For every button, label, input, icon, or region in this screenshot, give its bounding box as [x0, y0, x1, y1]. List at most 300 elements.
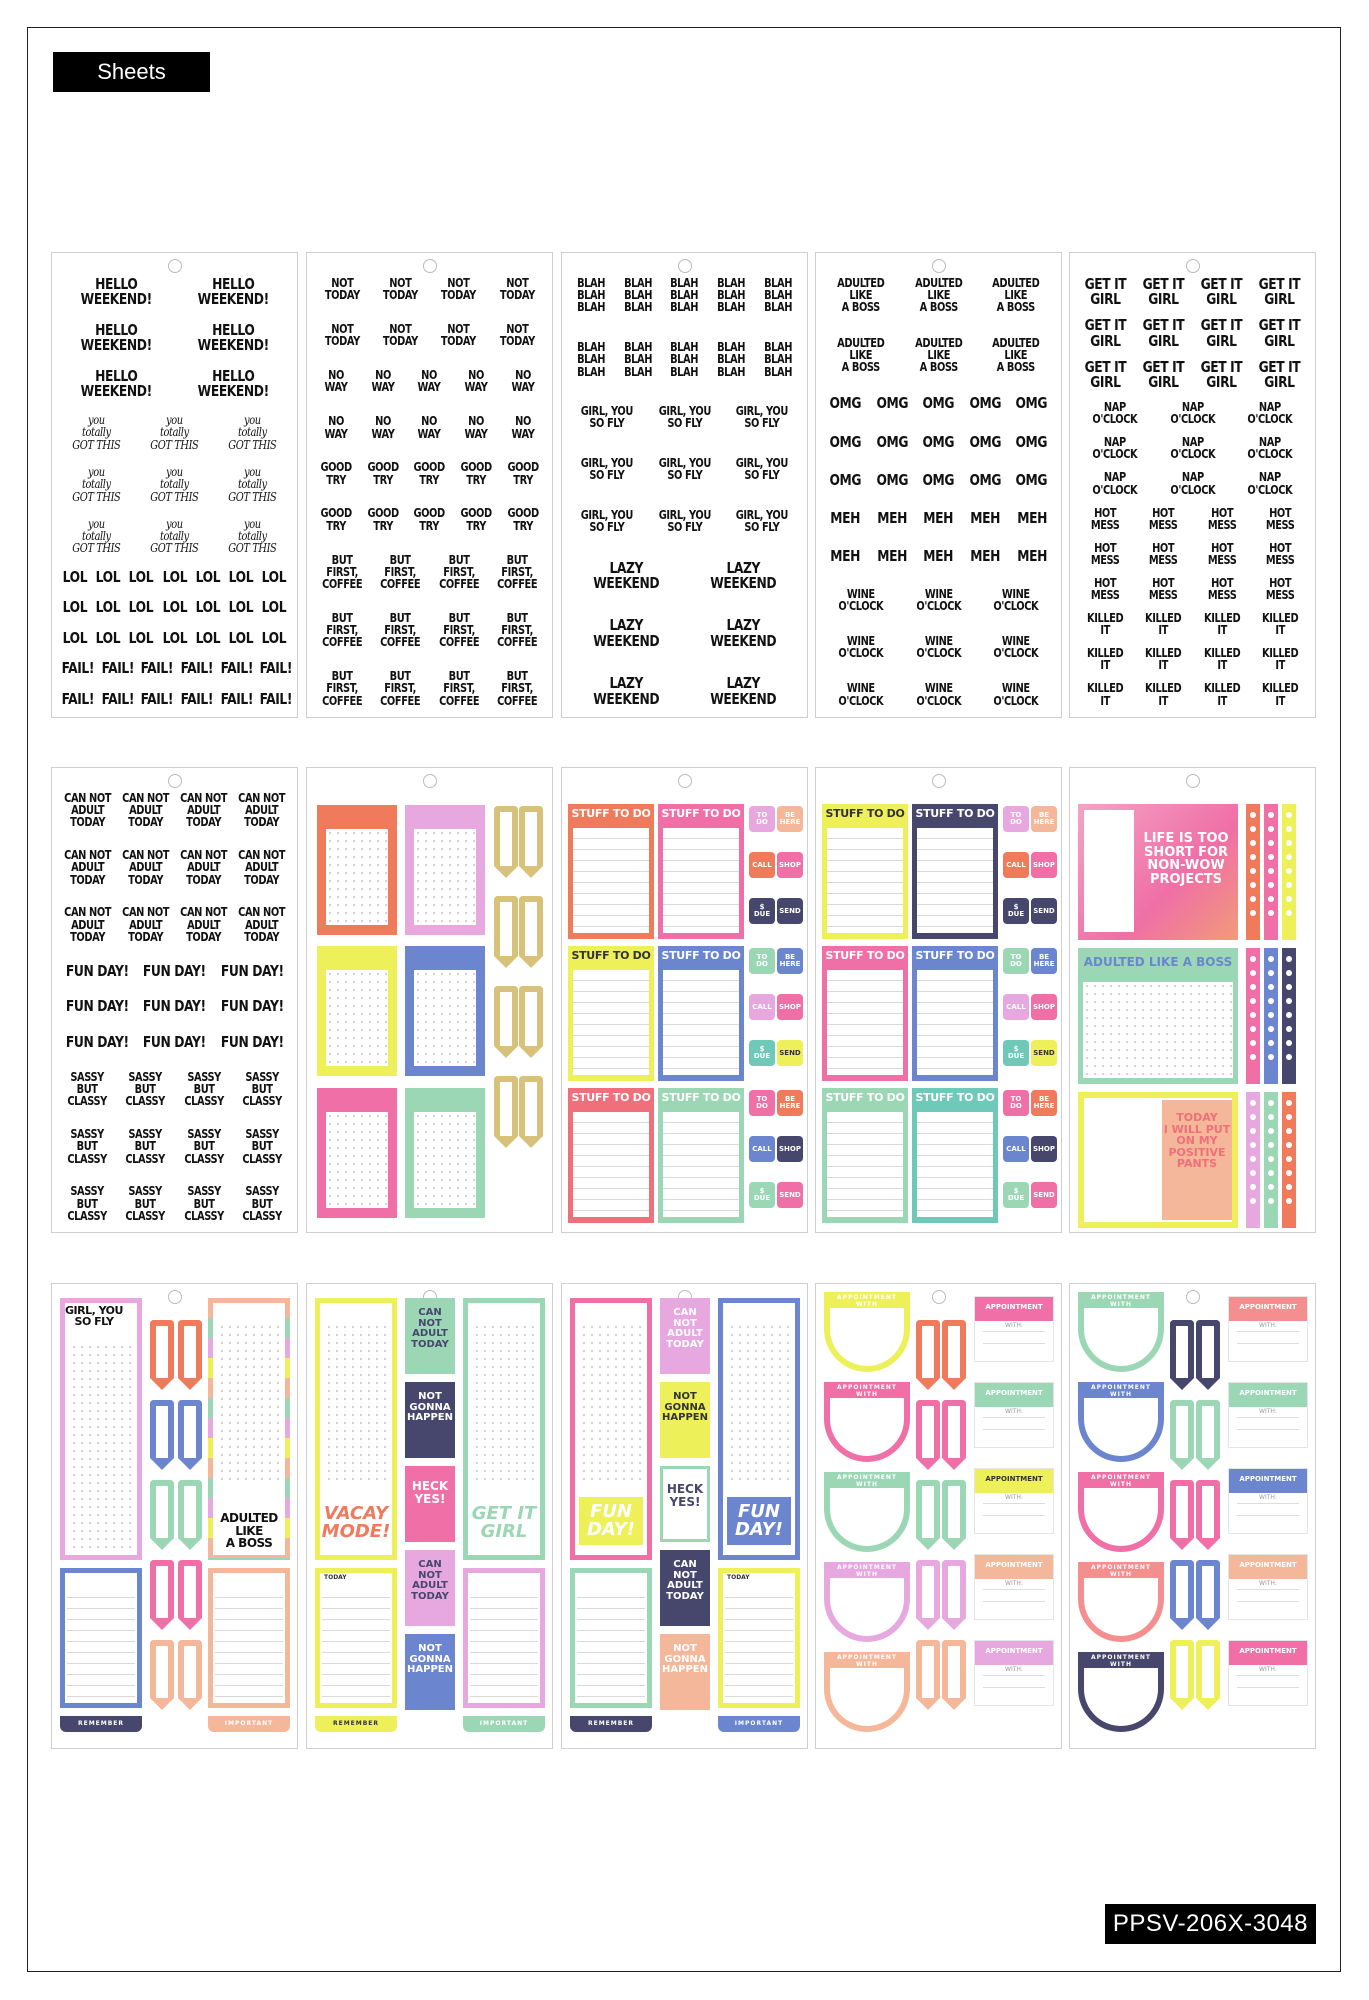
dot-strip [1246, 1092, 1260, 1228]
word-sticker: KILLED IT [1261, 646, 1299, 673]
sticker-row [58, 600, 291, 615]
word-sticker: BLAH BLAH BLAH [670, 276, 699, 315]
word-sticker: FUN DAY! [143, 961, 206, 980]
call-icon: CALL [1003, 994, 1029, 1020]
word-sticker: NAP O'CLOCK [1247, 435, 1293, 462]
word-sticker: ADULTED LIKE A BOSS [992, 335, 1040, 375]
word-sticker: GIRL, YOU SO FLY [658, 404, 711, 431]
note-box-lilac [405, 805, 485, 935]
word-sticker: FAIL! [101, 659, 134, 678]
clip-icon [1170, 1640, 1194, 1698]
appointment-sticker: APPOINTMENT WITH [1078, 1652, 1164, 1732]
word-sticker: FAIL! [180, 659, 213, 678]
stuff-to-do-list: STUFF TO DO [912, 946, 998, 1081]
word-sticker: you totally GOT THIS [150, 413, 199, 452]
word-sticker: NAP O'CLOCK [1092, 399, 1138, 427]
appointment-card: APPOINTMENT WITH: [974, 1554, 1054, 1620]
sticker-row [1076, 401, 1309, 425]
note-box-coral [317, 805, 397, 935]
word-sticker: SASSY BUT CLASSY [183, 1127, 224, 1166]
word-sticker: GET IT GIRL [1142, 316, 1185, 350]
word-sticker: OMG [1015, 432, 1048, 451]
word-sticker: FAIL! [140, 689, 174, 708]
word-sticker: GIRL, YOU SO FLY [658, 507, 711, 534]
sticker-row [58, 414, 291, 451]
to-do-icon: TO DO [1003, 1090, 1029, 1116]
word-sticker: GIRL, YOU SO FLY [580, 455, 633, 483]
word-sticker: HELLO WEEKEND! [80, 320, 152, 355]
word-sticker: CAN NOT ADULT TODAY [180, 905, 228, 944]
word-sticker: SASSY BUT CLASSY [242, 1184, 282, 1223]
shop-icon: SHOP [1031, 994, 1057, 1020]
clip-icon [150, 1480, 174, 1538]
sticker-row [313, 670, 546, 707]
word-sticker: LOL [128, 598, 154, 617]
stuff-to-do-list: STUFF TO DO [822, 946, 908, 1081]
word-sticker: LOL [262, 628, 287, 647]
word-sticker: GET IT GIRL [1200, 316, 1243, 350]
word-sticker: OMG [829, 470, 862, 489]
word-sticker: WINE O'CLOCK [993, 586, 1039, 613]
word-sticker: GOOD TRY [507, 460, 539, 487]
sticker-row [58, 849, 291, 886]
word-sticker: BUT FIRST, COFFEE [438, 552, 479, 592]
word-sticker: NOT TODAY [499, 322, 535, 349]
word-sticker: LOL [128, 567, 154, 586]
word-sticker: you totally GOT THIS [228, 465, 277, 504]
word-sticker: KILLED IT [1086, 646, 1124, 673]
word-sticker: GOOD TRY [320, 460, 352, 487]
word-sticker: LOL [95, 598, 121, 617]
appointment-sticker: APPOINTMENT WITH [824, 1382, 910, 1462]
word-sticker: GET IT GIRL [1200, 275, 1243, 309]
word-sticker: OMG [1015, 470, 1048, 489]
sticker-row [1076, 682, 1309, 706]
word-sticker: CAN NOT ADULT TODAY [63, 791, 111, 830]
word-sticker: NO WAY [511, 368, 535, 395]
sticker-row [58, 628, 291, 647]
word-sticker: FUN DAY! [65, 961, 129, 980]
sticker-row [1076, 542, 1309, 566]
word-sticker: KILLED IT [1203, 611, 1240, 638]
word-sticker: ADULTED LIKE A BOSS [837, 335, 885, 375]
clip-icon [178, 1400, 202, 1458]
dot-strip [1246, 804, 1260, 940]
sticker-row [1076, 612, 1309, 636]
word-sticker: WINE O'CLOCK [916, 681, 961, 708]
word-sticker: NOT TODAY [499, 276, 535, 303]
shop-icon: SHOP [777, 1136, 803, 1162]
word-sticker: CAN NOT ADULT TODAY [121, 905, 169, 944]
remember-label: REMEMBER [315, 1716, 397, 1732]
word-sticker: NO WAY [371, 414, 395, 441]
hang-hole [932, 1290, 946, 1304]
word-sticker: CAN NOT ADULT TODAY [180, 791, 228, 830]
word-sticker: NAP O'CLOCK [1247, 470, 1293, 497]
to-do-icon: TO DO [749, 806, 775, 832]
word-sticker: LOL [228, 598, 254, 617]
word-sticker: OMG [922, 432, 955, 451]
stuff-to-do-sheet-1 [561, 767, 808, 1233]
sticker-row [313, 415, 546, 439]
word-sticker: GOOD TRY [320, 506, 352, 533]
word-sticker: OMG [969, 394, 1001, 413]
word-sticker: BLAH BLAH BLAH [763, 276, 792, 315]
today-box: TODAY [208, 1568, 290, 1708]
gold-clip-icon [494, 1076, 518, 1136]
hang-hole [168, 774, 182, 788]
flag-sticker: HECK YES! [660, 1466, 710, 1542]
sticker-row [58, 518, 291, 555]
clip-icon [942, 1320, 966, 1378]
send-icon: SEND [777, 1040, 803, 1066]
word-sticker: MEH [830, 547, 861, 566]
word-sticker: GIRL, YOU SO FLY [736, 404, 789, 431]
word-sticker: WINE O'CLOCK [993, 681, 1039, 708]
word-sticker: GET IT GIRL [1084, 316, 1126, 350]
send-icon: SEND [1031, 898, 1057, 924]
flag-sticker: CAN NOT ADULT TODAY [405, 1550, 455, 1626]
call-icon: CALL [749, 852, 775, 878]
word-sticker: ADULTED LIKE A BOSS [914, 335, 963, 375]
word-sticker: NAP O'CLOCK [1092, 470, 1138, 497]
word-sticker: BUT FIRST, COFFEE [380, 669, 421, 708]
clip-icon [942, 1560, 966, 1618]
sticker-row [58, 1185, 291, 1222]
word-sticker: GOOD TRY [460, 460, 492, 487]
word-sticker: CAN NOT ADULT TODAY [180, 848, 228, 887]
word-sticker: WINE O'CLOCK [916, 586, 961, 613]
word-sticker: FAIL! [140, 659, 174, 678]
send-icon: SEND [1031, 1182, 1057, 1208]
due-icon: $ DUE [749, 898, 775, 924]
be-here-icon: BE HERE [1031, 806, 1057, 832]
sticker-row [313, 277, 546, 301]
word-sticker: you totally GOT THIS [72, 413, 121, 452]
stuff-to-do-list: STUFF TO DO [912, 804, 998, 939]
word-sticker: you totally GOT THIS [228, 516, 277, 556]
word-sticker: GET IT GIRL [1259, 275, 1301, 309]
word-sticker: SASSY BUT CLASSY [67, 1127, 107, 1166]
word-sticker: LAZY WEEKEND [709, 616, 776, 650]
word-sticker: SASSY BUT CLASSY [125, 1127, 166, 1166]
quote-sheet [1069, 767, 1316, 1233]
sticker-row [58, 661, 291, 676]
appointment-sticker: APPOINTMENT WITH [1078, 1472, 1164, 1552]
gold-clip-icon [519, 896, 543, 956]
word-sticker: WINE O'CLOCK [916, 633, 961, 661]
word-sticker: FUN DAY! [143, 997, 206, 1016]
word-sticker: MEH [970, 509, 1000, 528]
word-sticker: you totally GOT THIS [72, 465, 121, 504]
sticker-row [58, 689, 293, 708]
sticker-row [1076, 357, 1309, 391]
dot-strip [1246, 948, 1260, 1084]
word-sticker: BLAH BLAH BLAH [763, 340, 792, 379]
word-sticker: GET IT GIRL [1142, 357, 1185, 391]
word-sticker: CAN NOT ADULT TODAY [238, 848, 286, 887]
due-icon: $ DUE [1003, 1182, 1029, 1208]
word-sticker: HOT MESS [1149, 505, 1178, 532]
sticker-row [568, 277, 801, 314]
clip-icon [1196, 1320, 1220, 1378]
dot-strip [1264, 948, 1278, 1084]
word-sticker: SASSY BUT CLASSY [67, 1184, 107, 1223]
word-sticker: LOL [262, 567, 287, 586]
clip-icon [942, 1480, 966, 1538]
word-sticker: HOT MESS [1265, 540, 1295, 567]
appointment-sticker: APPOINTMENT WITH [824, 1562, 910, 1642]
word-sticker: WINE O'CLOCK [838, 586, 884, 613]
hang-hole [168, 1290, 182, 1304]
due-icon: $ DUE [749, 1040, 775, 1066]
word-sticker: NOT TODAY [382, 322, 418, 349]
word-sticker: LOL [162, 598, 187, 617]
word-sticker: KILLED IT [1261, 681, 1299, 708]
clip-icon [1196, 1400, 1220, 1458]
word-sticker: BUT FIRST, COFFEE [496, 669, 537, 708]
word-sticker: GIRL, YOU SO FLY [580, 404, 633, 431]
sticker-row [58, 1128, 291, 1165]
dot-strip [1264, 1092, 1278, 1228]
sku-label: PPSV-206X-3048 [1105, 1904, 1316, 1944]
clip-icon [1196, 1480, 1220, 1538]
note-box-mint [405, 1088, 485, 1218]
word-sticker: MEH [877, 547, 907, 566]
clip-icon [916, 1640, 940, 1698]
word-sticker: SASSY BUT CLASSY [67, 1069, 107, 1109]
remember-label: REMEMBER [570, 1716, 652, 1732]
clip-icon [1196, 1560, 1220, 1618]
word-sticker: GOOD TRY [413, 506, 446, 533]
clip-icon [150, 1400, 174, 1458]
today-box: TODAY [463, 1568, 545, 1708]
word-sticker: SASSY BUT CLASSY [242, 1127, 282, 1166]
stuff-to-do-list: STUFF TO DO [658, 946, 744, 1081]
be-here-icon: BE HERE [1031, 1090, 1057, 1116]
word-sticker: FUN DAY! [220, 1033, 284, 1052]
sticker-row [313, 612, 546, 649]
hang-hole [678, 774, 692, 788]
word-sticker: OMG [969, 432, 1001, 451]
word-sticker: FAIL! [61, 659, 95, 678]
word-sticker: NOT TODAY [382, 276, 418, 303]
word-sticker: FUN DAY! [65, 997, 129, 1016]
due-icon: $ DUE [1003, 898, 1029, 924]
word-sticker: OMG [829, 394, 862, 413]
word-sticker: LOL [262, 598, 287, 617]
word-sticker: NOT TODAY [324, 322, 360, 349]
call-icon: CALL [749, 994, 775, 1020]
stuff-to-do-sheet-2 [815, 767, 1062, 1233]
word-sticker: LOL [95, 567, 121, 586]
daily-sheet-3 [561, 1283, 808, 1749]
today-box: TODAY [60, 1568, 142, 1708]
word-sticker: GIRL, YOU SO FLY [736, 455, 789, 483]
tall-note-box: GIRL, YOU SO FLY [60, 1298, 142, 1560]
hang-hole [678, 259, 692, 273]
flag-sticker: CAN NOT ADULT TODAY [660, 1298, 710, 1374]
to-do-icon: TO DO [1003, 806, 1029, 832]
be-here-icon: BE HERE [777, 948, 803, 974]
word-sticker: KILLED IT [1145, 611, 1182, 638]
clip-icon [916, 1400, 940, 1458]
word-sticker: BLAH BLAH BLAH [717, 340, 746, 379]
word-sticker: WINE O'CLOCK [838, 681, 884, 708]
word-sticker: SASSY BUT CLASSY [242, 1069, 282, 1109]
appointment-card: APPOINTMENT WITH: [974, 1640, 1054, 1706]
word-sticker: MEH [877, 509, 907, 528]
word-sticker: GOOD TRY [413, 460, 446, 487]
flag-sticker: NOT GONNA HAPPEN [405, 1634, 455, 1710]
clip-icon [916, 1320, 940, 1378]
appointment-card: APPOINTMENT WITH: [1228, 1640, 1308, 1706]
word-sticker: GET IT GIRL [1259, 357, 1301, 391]
appointment-sticker: APPOINTMENT WITH [1078, 1292, 1164, 1372]
word-sticker: NAP O'CLOCK [1247, 399, 1293, 427]
appointment-card: APPOINTMENT WITH: [1228, 1554, 1308, 1620]
appointment-sheet-2 [1069, 1283, 1316, 1749]
word-sticker: CAN NOT ADULT TODAY [238, 905, 286, 944]
word-sticker: CAN NOT ADULT TODAY [121, 848, 169, 887]
word-sticker: GOOD TRY [367, 506, 399, 533]
call-icon: CALL [1003, 1136, 1029, 1162]
word-sticker: GET IT GIRL [1259, 316, 1301, 350]
word-sticker: NO WAY [464, 414, 488, 441]
sticker-row [313, 507, 546, 531]
word-sticker: LOL [62, 567, 87, 586]
sticker-row [568, 341, 801, 378]
clip-icon [178, 1560, 202, 1618]
send-icon: SEND [777, 898, 803, 924]
word-sticker: FUN DAY! [143, 1033, 206, 1052]
stuff-to-do-list: STUFF TO DO [568, 1088, 654, 1223]
word-sticker: NO WAY [324, 414, 348, 441]
word-sticker: HOT MESS [1149, 540, 1178, 567]
sticker-row [313, 369, 546, 393]
clip-icon [178, 1320, 202, 1378]
note-box-yellow [317, 946, 397, 1076]
sheets-heading: Sheets [53, 52, 210, 92]
dot-strip [1282, 1092, 1296, 1228]
word-sticker: CAN NOT ADULT TODAY [63, 848, 111, 887]
word-sticker: CAN NOT ADULT TODAY [121, 791, 169, 830]
word-sticker: LOL [95, 628, 121, 647]
word-sticker: LOL [62, 598, 87, 617]
word-sticker: GET IT GIRL [1084, 357, 1126, 391]
dot-strip [1282, 948, 1296, 1084]
quote-card-positive-pants: TODAY I WILL PUT ON MY POSITIVE PANTS [1078, 1092, 1238, 1228]
word-sticker: NAP O'CLOCK [1170, 435, 1215, 462]
sticker-row [1076, 577, 1309, 601]
word-sticker: BUT FIRST, COFFEE [496, 610, 537, 650]
due-icon: $ DUE [1003, 1040, 1029, 1066]
word-sticker: LAZY WEEKEND [593, 674, 660, 708]
clip-icon [150, 1560, 174, 1618]
word-sticker: HOT MESS [1090, 540, 1120, 567]
word-sticker: HOT MESS [1090, 505, 1120, 532]
gold-clip-icon [494, 806, 518, 866]
sticker-row [822, 337, 1055, 374]
clip-icon [1196, 1640, 1220, 1698]
word-sticker: NO WAY [417, 368, 441, 395]
word-sticker: LAZY WEEKEND [709, 674, 776, 708]
word-sticker: NOT TODAY [441, 276, 477, 303]
clip-icon [942, 1400, 966, 1458]
daily-sheet-1 [51, 1283, 298, 1749]
word-sticker: BUT FIRST, COFFEE [322, 669, 363, 708]
word-sticker: you totally GOT THIS [150, 465, 199, 504]
word-sticker: FUN DAY! [220, 961, 284, 980]
word-sticker: HOT MESS [1207, 540, 1236, 567]
clip-icon [942, 1640, 966, 1698]
word-sticker: OMG [876, 470, 908, 489]
to-do-icon: TO DO [1003, 948, 1029, 974]
word-sticker: BUT FIRST, COFFEE [380, 552, 421, 592]
sticker-row [58, 961, 291, 980]
sticker-row [1076, 647, 1309, 671]
clip-icon [150, 1320, 174, 1378]
word-sticker: LOL [162, 567, 187, 586]
note-box-blue [405, 946, 485, 1076]
word-sticker: SASSY BUT CLASSY [125, 1184, 166, 1223]
word-sticker: LOL [62, 628, 87, 647]
word-sticker: LOL [228, 628, 254, 647]
hang-hole [168, 259, 182, 273]
important-label: IMPORTANT [718, 1716, 800, 1732]
word-sticker: BUT FIRST, COFFEE [322, 610, 363, 650]
word-sticker: KILLED IT [1203, 646, 1240, 673]
word-sticker: FAIL! [180, 689, 213, 708]
word-sticker: FAIL! [220, 659, 253, 678]
sticker-row [58, 567, 291, 586]
word-sticker: SASSY BUT CLASSY [183, 1184, 224, 1223]
appointment-sticker: APPOINTMENT WITH [1078, 1562, 1164, 1642]
sticker-row [313, 554, 546, 591]
word-sticker: BUT FIRST, COFFEE [496, 552, 537, 592]
word-sticker: MEH [830, 509, 861, 528]
appointment-sticker: APPOINTMENT WITH [1078, 1382, 1164, 1462]
sticker-row [568, 509, 801, 533]
sticker-row [58, 906, 291, 943]
sticker-row [58, 1035, 291, 1050]
sticker-row [1076, 277, 1309, 308]
appointment-card: APPOINTMENT WITH: [1228, 1468, 1308, 1534]
word-sticker: ADULTED LIKE A BOSS [837, 276, 885, 315]
appointment-sticker: APPOINTMENT WITH [824, 1652, 910, 1732]
to-do-icon: TO DO [749, 948, 775, 974]
sticker-row [58, 366, 291, 400]
word-sticker: OMG [922, 470, 955, 489]
word-sticker: LOL [195, 567, 221, 586]
clip-icon [1170, 1400, 1194, 1458]
sticker-row [1076, 507, 1309, 531]
be-here-icon: BE HERE [777, 1090, 803, 1116]
to-do-icon: TO DO [749, 1090, 775, 1116]
word-sticker: HELLO WEEKEND! [197, 366, 269, 400]
word-sticker: MEH [923, 547, 954, 566]
word-sticker: GIRL, YOU SO FLY [736, 507, 789, 534]
gold-clip-icon [494, 986, 518, 1046]
clip-icon [916, 1480, 940, 1538]
word-sticker: GET IT GIRL [1200, 357, 1243, 391]
sticker-row [568, 405, 801, 429]
daily-sheet-2 [306, 1283, 553, 1749]
sticker-row [313, 323, 546, 347]
word-sticker: MEH [970, 547, 1000, 566]
sticker-row [822, 588, 1055, 612]
word-sticker-sheet-6 [51, 767, 298, 1233]
